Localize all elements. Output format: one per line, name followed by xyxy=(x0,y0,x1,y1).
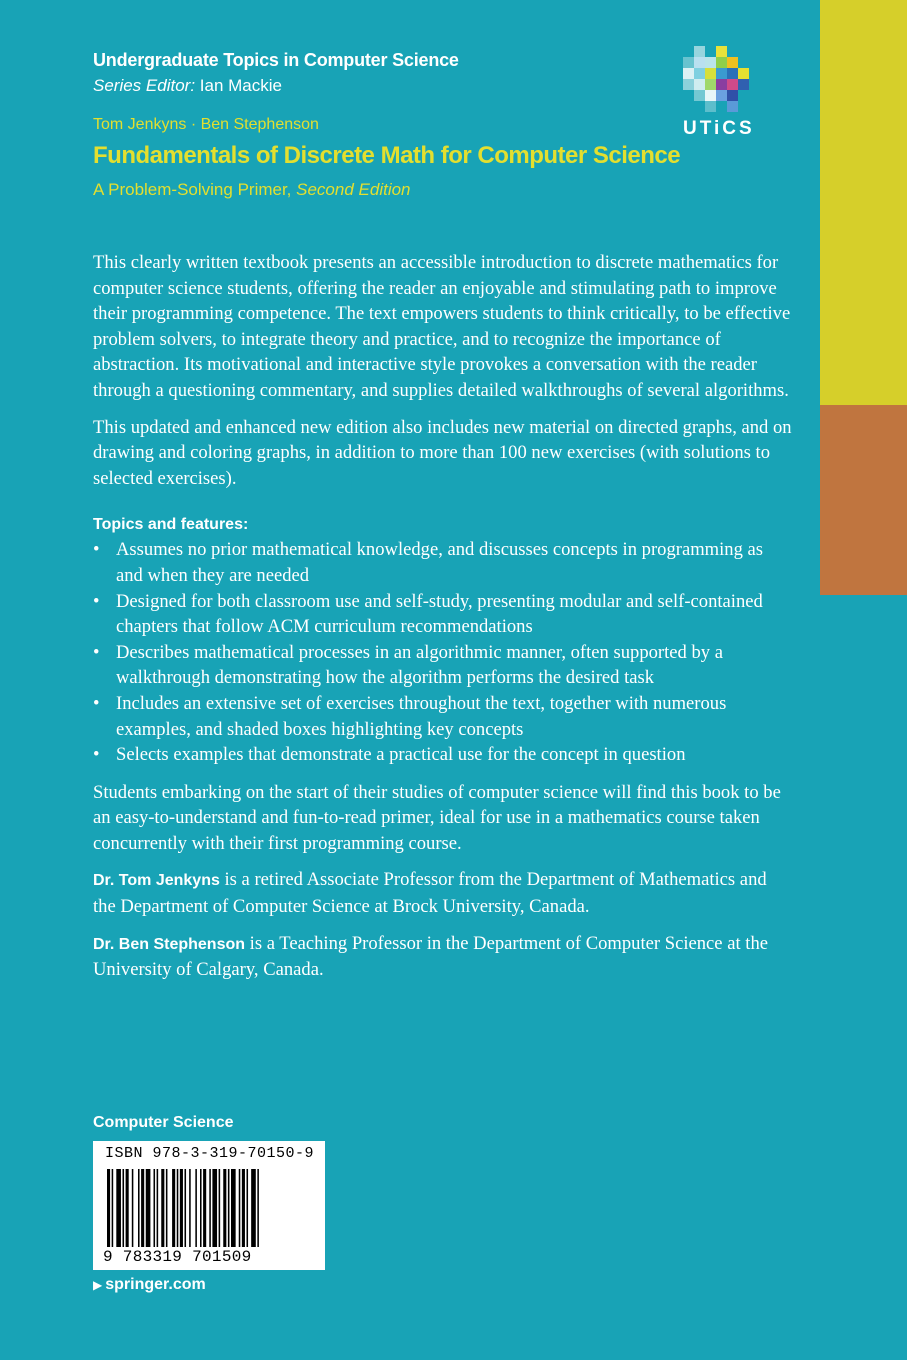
topics-list xyxy=(93,537,793,767)
orange-color-stripe xyxy=(820,405,907,595)
barcode-bar xyxy=(257,1169,259,1247)
bullet-icon: • xyxy=(93,539,100,561)
barcode-bar xyxy=(247,1169,249,1247)
utics-logo-text: UTiCS xyxy=(683,118,755,139)
barcode-bar xyxy=(251,1169,256,1247)
category-label: Computer Science xyxy=(93,1114,234,1131)
topic-item: • Selects examples that demonstrate a practical use for the concept in question xyxy=(93,742,793,768)
bullet-icon: • xyxy=(93,590,100,612)
barcode-bar xyxy=(189,1169,191,1247)
author-bio-name: Dr. Ben Stephenson xyxy=(93,935,246,953)
bullet-icon: • xyxy=(93,744,100,766)
barcode-bar xyxy=(154,1169,156,1247)
isbn-barcode xyxy=(93,1141,325,1270)
barcode-bar xyxy=(107,1169,110,1247)
topic-item: • Assumes no prior mathematical knowledge, and discusses concepts in programming as and when they are needed xyxy=(93,539,764,586)
barcode-bar xyxy=(157,1169,159,1247)
barcode-bar xyxy=(126,1169,129,1247)
barcode-bar xyxy=(123,1169,125,1247)
book-subtitle-text: A Problem-Solving Primer, xyxy=(93,180,292,199)
series-editor xyxy=(93,73,459,99)
book-edition: Second Edition xyxy=(296,180,411,199)
barcode-bar xyxy=(223,1169,226,1247)
barcode-bar xyxy=(177,1169,179,1247)
bullet-icon: • xyxy=(93,641,100,663)
barcode-bar xyxy=(116,1169,121,1247)
barcode-bar xyxy=(242,1169,245,1247)
barcode-bar xyxy=(185,1169,187,1247)
topic-item: • Designed for both classroom use and self-study, presenting modular and self-contained chapters that follow ACM curriculum recommendations xyxy=(93,590,763,638)
barcode-bar xyxy=(231,1169,236,1247)
series-name: Undergraduate Topics in Computer Science xyxy=(93,50,459,70)
topic-item: • Includes an extensive set of exercises throughout the text, together with numerous examples, and shaded boxes highlighting key concepts xyxy=(93,692,727,740)
book-authors: Tom Jenkyns · Ben Stephenson xyxy=(93,116,319,133)
barcode-bar xyxy=(112,1169,114,1247)
utics-logo-icon xyxy=(683,46,749,112)
author-bio-text: is a retired Associate Professor from the Department of Mathematics and the Department of Computer Science at Brock University, Canada. xyxy=(93,869,767,918)
barcode-bar xyxy=(200,1169,202,1247)
barcode-bar xyxy=(146,1169,151,1247)
author-bio xyxy=(93,931,793,983)
yellow-color-stripe xyxy=(820,0,907,405)
book-title: Fundamentals of Discrete Math for Computer Science xyxy=(93,142,681,169)
barcode-bar xyxy=(166,1169,168,1247)
barcode-bar xyxy=(141,1169,144,1247)
barcode-bar xyxy=(209,1169,211,1247)
topic-item: • Describes mathematical processes in an algorithmic manner, often supported by a walkthrough demonstrating how the algorithm performs the desired task xyxy=(93,641,723,689)
barcode-bar xyxy=(161,1169,164,1247)
barcode-bar xyxy=(203,1169,206,1247)
topics-heading: Topics and features: xyxy=(93,516,249,534)
publisher-website-text: springer.com xyxy=(105,1276,206,1293)
series-editor-name: Ian Mackie xyxy=(199,76,282,95)
isbn-text: ISBN 978-3-319-70150-9 xyxy=(105,1145,315,1162)
barcode-number: 9 783319 701509 xyxy=(103,1248,252,1266)
barcode-bar xyxy=(239,1169,241,1247)
series-block xyxy=(93,47,459,99)
author-bio-text: is a Teaching Professor in the Department of Computer Science at the University of Calgary, Canada. xyxy=(93,932,768,981)
description-paragraph: Students embarking on the start of their studies of computer science will find this book to be an easy-to-understand and fun-to-read primer, ideal for use in a mathematics course taken concurrently with their first programming course. xyxy=(93,781,781,854)
author-bio xyxy=(93,867,793,919)
bullet-icon: • xyxy=(93,692,100,714)
barcode-icon xyxy=(107,1169,311,1247)
barcode-bar xyxy=(228,1169,230,1247)
description-paragraph: This clearly written textbook presents an accessible introduction to discrete mathematics for computer science students, offering the reader an enjoyable and stimulating path to improve their programming competence. The text empowers students to think critically, to be effective problem solvers, to integrate theory and practice, and to recognize the importance of abstraction. Its motivational and interactive style provokes a conversation with the reader through a questioning commentary, and supplies detailed walkthroughs of several algorithms. xyxy=(93,252,791,401)
barcode-bar xyxy=(172,1169,175,1247)
barcode-bar xyxy=(132,1169,134,1247)
barcode-bar xyxy=(180,1169,183,1247)
author-bio-name: Dr. Tom Jenkyns xyxy=(93,872,220,890)
series-editor-label: Series Editor: xyxy=(93,76,196,95)
barcode-bar xyxy=(138,1169,140,1247)
description-body xyxy=(93,250,793,994)
arrow-right-icon: ▶ xyxy=(93,1278,103,1292)
barcode-bar xyxy=(219,1169,221,1247)
barcode-bar xyxy=(195,1169,197,1247)
barcode-bar xyxy=(212,1169,217,1247)
book-subtitle xyxy=(93,180,411,200)
description-paragraph: This updated and enhanced new edition also includes new material on directed graphs, and on drawing and coloring graphs, in addition to more than 100 new exercises (with solutions to selected exercises). xyxy=(93,416,792,489)
publisher-website[interactable] xyxy=(93,1276,206,1294)
